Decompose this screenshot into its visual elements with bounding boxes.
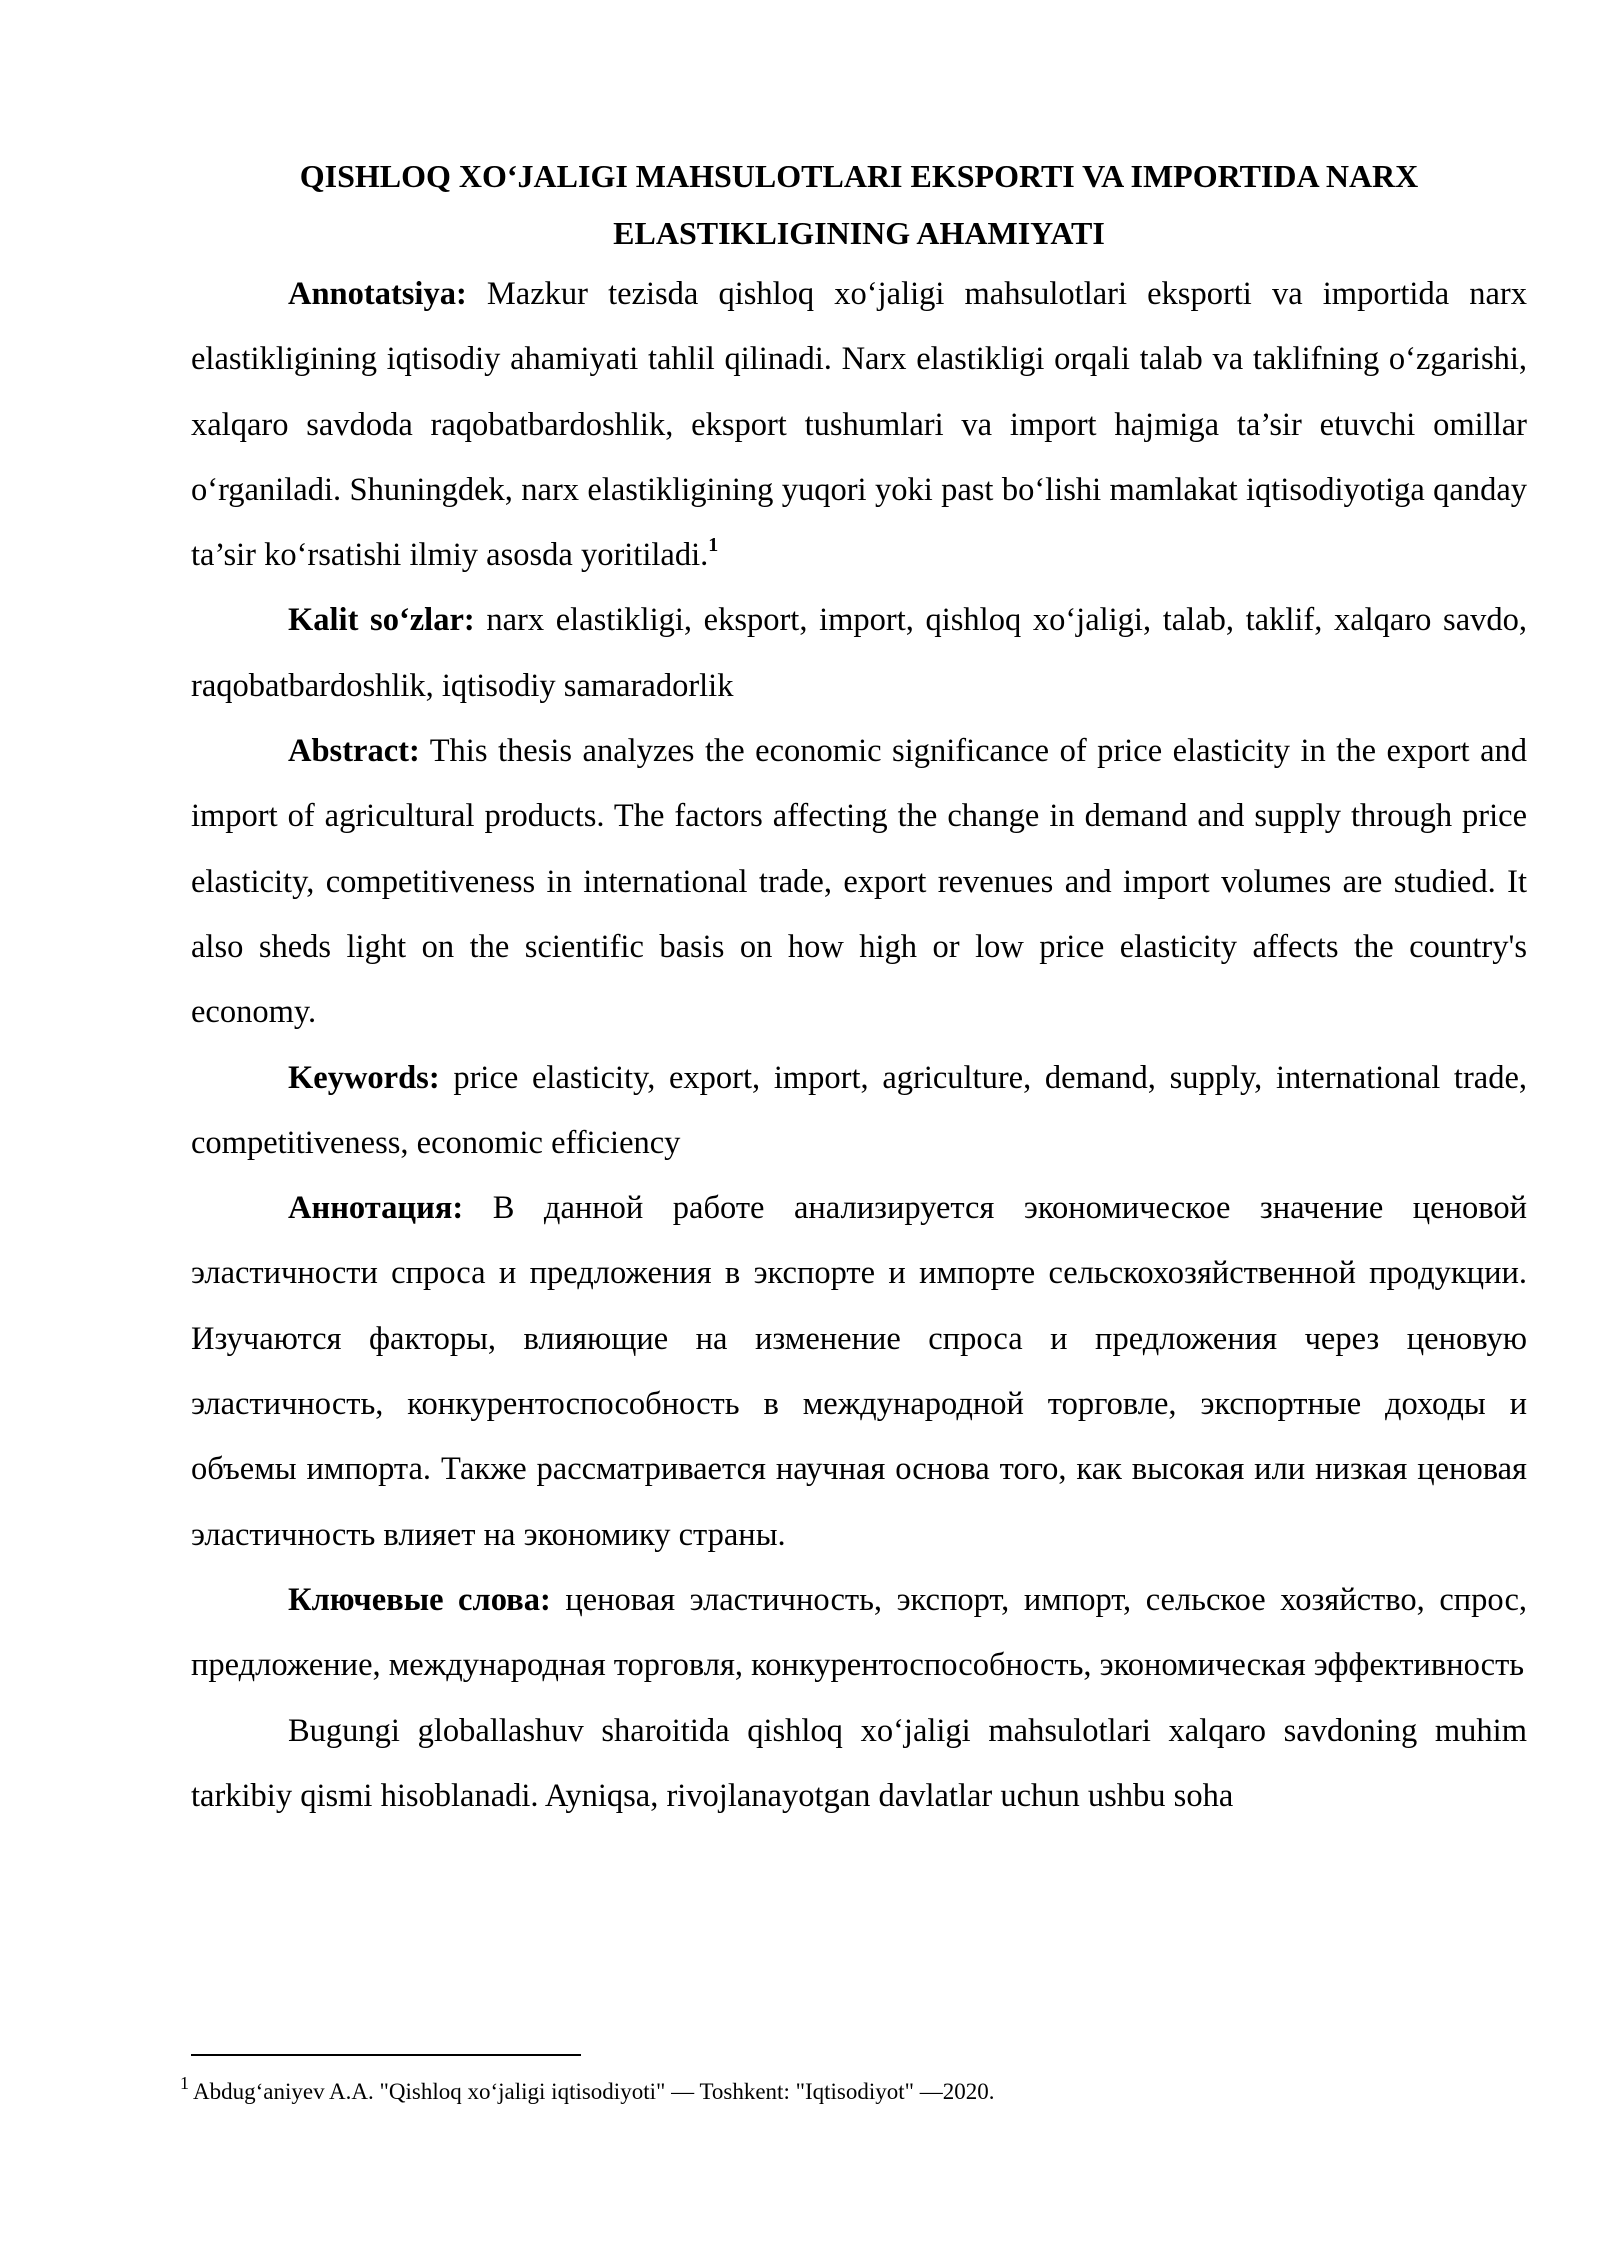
annotation-ru-paragraph bbox=[191, 1176, 1527, 1568]
keywords-ru-text: ценовая эластичность, экспорт, импорт, сельское хозяйство, спрос, предложение, международная торговля, конкурентоспособность, экономическая эффективность bbox=[191, 1581, 1527, 1684]
keywords-ru-label: Ключевые слова: bbox=[288, 1581, 551, 1618]
annotation-uz-paragraph bbox=[191, 262, 1527, 588]
title-line-2: ELASTIKLIGINING AHAMIYATI bbox=[613, 215, 1105, 251]
footnote-reference[interactable]: 1 bbox=[708, 534, 719, 557]
footnote bbox=[180, 2074, 1530, 2110]
keywords-en-text: price elasticity, export, import, agriculture, demand, supply, international trade, competitiveness, economic efficiency bbox=[191, 1059, 1527, 1161]
footnote-separator bbox=[191, 2054, 581, 2056]
intro-paragraph bbox=[191, 1699, 1527, 1830]
annotation-ru-label: Аннотация: bbox=[288, 1190, 464, 1227]
annotation-uz-label: Annotatsiya: bbox=[288, 276, 467, 312]
keywords-uz-text: narx elastikligi, eksport, import, qishloq xo‘jaligi, talab, taklif, xalqaro savdo, raqobatbardoshlik, iqtisodiy samaradorlik bbox=[191, 602, 1527, 704]
annotation-uz-text: Mazkur tezisda qishloq xo‘jaligi mahsulotlari eksporti va importida narx elastikligining iqtisodiy ahamiyati tahlil qilinadi. Narx elastikligi orqali talab va taklifning o‘zgarishi, xalqaro savdoda raqobatbardoshlik, eksport tushumlari va import hajmiga ta’sir etuvchi omillar o‘rganiladi. Shuningdek, narx elastikligining yuqori yoki past bo‘lishi mamlakat iqtisodiyotiga qanday ta’sir ko‘rsatishi ilmiy asosda yoritiladi. bbox=[191, 276, 1527, 574]
intro-text: Bugungi globallashuv sharoitida qishloq xo‘jaligi mahsulotlari xalqaro savdoning muhim tarkibiy qismi hisoblanadi. Ayniqsa, rivojlanayotgan davlatlar uchun ushbu soha bbox=[191, 1712, 1527, 1814]
annotation-ru-text: В данной работе анализируется экономическое значение ценовой эластичности спроса и предложения в экспорте и импорте сельскохозяйственной продукции. Изучаются факторы, влияющие на изменение спроса и предложения через ценовую эластичность, конкурентоспособность в международной торговле, экспортные доходы и объемы импорта. Также рассматривается научная основа того, как высокая или низкая ценовая эластичность влияет на экономику страны. bbox=[191, 1190, 1527, 1553]
keywords-en-paragraph bbox=[191, 1046, 1527, 1177]
document-title bbox=[191, 148, 1527, 262]
keywords-ru-paragraph bbox=[191, 1568, 1527, 1699]
abstract-en-text: This thesis analyzes the economic significance of price elasticity in the export and import of agricultural products. The factors affecting the change in demand and supply through price elasticity, competitiveness in international trade, export revenues and import volumes are studied. It also sheds light on the scientific basis on how high or low price elasticity affects the country's economy. bbox=[191, 733, 1527, 1031]
abstract-en-label: Abstract: bbox=[288, 733, 420, 770]
page-content bbox=[191, 148, 1527, 1829]
footnote-number: 1 bbox=[180, 2073, 189, 2093]
keywords-uz-paragraph bbox=[191, 588, 1527, 719]
keywords-en-label: Keywords: bbox=[288, 1059, 440, 1096]
title-line-1: QISHLOQ XO‘JALIGI MAHSULOTLARI EKSPORTI VA IMPORTIDA NARX bbox=[299, 158, 1419, 194]
abstract-en-paragraph bbox=[191, 719, 1527, 1045]
keywords-uz-label: Kalit so‘zlar: bbox=[288, 602, 475, 639]
footnote-text: Abdug‘aniyev A.A. "Qishloq xo‘jaligi iqtisodiyoti" — Toshkent: "Iqtisodiyot" —2020. bbox=[193, 2079, 995, 2104]
